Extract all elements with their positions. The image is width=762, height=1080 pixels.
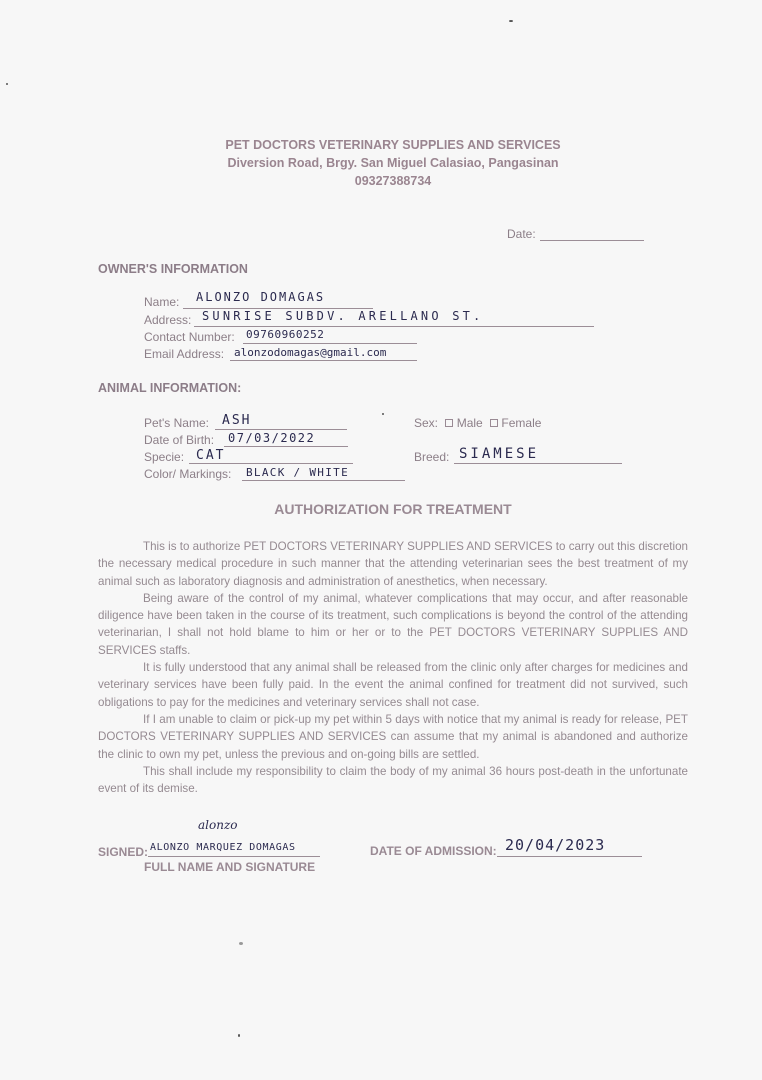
owner-address-label: Address: [144,313,192,327]
signed-value[interactable]: ALONZO MARQUEZ DOMAGAS [150,842,296,853]
specie-value[interactable]: CAT [196,448,226,463]
scan-speck [239,942,243,945]
color-markings-value[interactable]: BLACK / WHITE [246,466,349,479]
male-checkbox[interactable] [445,419,453,427]
clinic-phone: 09327388734 [354,174,432,188]
signed-label: SIGNED: [98,845,149,859]
breed-label: Breed: [414,450,450,464]
sex-label: Sex: [414,416,439,430]
breed-value[interactable]: SIAMESE [459,446,540,462]
authorization-paragraph: Being aware of the control of my animal, whatever complications that may occur, and after reasonable diligence have been taken in the course of its treatment, such complications is beyond the control of the attending veterinarian, I shall not hold blame to him or her or to the PET DOCTORS VETERINARY SUPPLIES AND SERVICES staffs. [98,591,688,657]
signature-scribble: alonzo [198,818,238,832]
owner-name-label: Name: [144,295,180,309]
owner-contact-line [243,343,417,344]
pet-name-label: Pet's Name: [144,416,209,430]
authorization-paragraph: If I am unable to claim or pick-up my pet within 5 days with notice that my animal is ready for release, PET DOCTORS VETERINARY SUPPLIES AND SERVICES can assume that my animal is abandoned and authorize the clinic to own my pet, unless the previous and on-going bills are settled. [98,712,688,761]
female-option-label: Female [501,416,542,430]
authorization-paragraph: This shall include my responsibility to claim the body of my animal 36 hours post-death in the unfortunate event of its demise. [98,764,688,796]
dob-label: Date of Birth: [144,433,215,447]
pet-name-line [215,429,347,430]
specie-label: Specie: [144,450,185,464]
authorization-title: AUTHORIZATION FOR TREATMENT [274,501,512,517]
sex-field [414,416,541,430]
female-checkbox[interactable] [490,419,498,427]
owner-email-value[interactable]: alonzodomagas@gmail.com [234,346,387,359]
male-option-label: Male [456,416,483,430]
scan-speck [6,83,8,85]
owner-address-value[interactable]: SUNRISE SUBDV. ARELLANO ST. [202,309,484,323]
authorization-paragraph: This is to authorize PET DOCTORS VETERINARY SUPPLIES AND SERVICES to carry out this discretion the necessary medical procedure in such manner that the attending veterinarian sees the best treatment of my animal such as laboratory diagnosis and administration of anesthetics, when necessary. [98,540,688,588]
specie-line [189,463,353,464]
owner-email-line [230,360,417,361]
admission-date-label: DATE OF ADMISSION: [370,844,497,858]
color-markings-line [242,480,405,481]
clinic-address: Diversion Road, Brgy. San Miguel Calasiao, Pangasinan [227,156,559,170]
admission-date-line [497,856,642,857]
scan-speck [509,20,513,22]
admission-date-value[interactable]: 20/04/2023 [505,836,606,854]
dob-value[interactable]: 07/03/2022 [228,431,316,445]
scan-speck [238,1034,240,1037]
owner-name-value[interactable]: ALONZO DOMAGAS [196,290,326,304]
authorization-paragraph: It is fully understood that any animal shall be released from the clinic only after charges for medicines and veterinary services have been fully paid. In the event the animal confined for treatment did not survived, such obligations to pay for the medicines and veterinary services shall not case. [98,661,688,709]
owner-address-line [194,326,594,327]
authorization-body [98,538,688,797]
owner-section-title: OWNER'S INFORMATION [98,262,248,276]
color-markings-label: Color/ Markings: [144,467,232,481]
date-label: Date: [507,227,536,241]
owner-email-label: Email Address: [144,347,225,361]
clinic-name: PET DOCTORS VETERINARY SUPPLIES AND SERVICES [225,138,561,152]
scan-speck [382,413,384,415]
signature-caption: FULL NAME AND SIGNATURE [144,860,316,874]
owner-contact-label: Contact Number: [144,330,235,344]
date-field-line[interactable] [540,240,644,241]
signed-line [148,856,320,857]
dob-line [224,446,348,447]
breed-line [454,463,622,464]
animal-section-title: ANIMAL INFORMATION: [98,381,242,395]
pet-name-value[interactable]: ASH [222,413,252,428]
owner-contact-value[interactable]: 09760960252 [246,328,325,341]
